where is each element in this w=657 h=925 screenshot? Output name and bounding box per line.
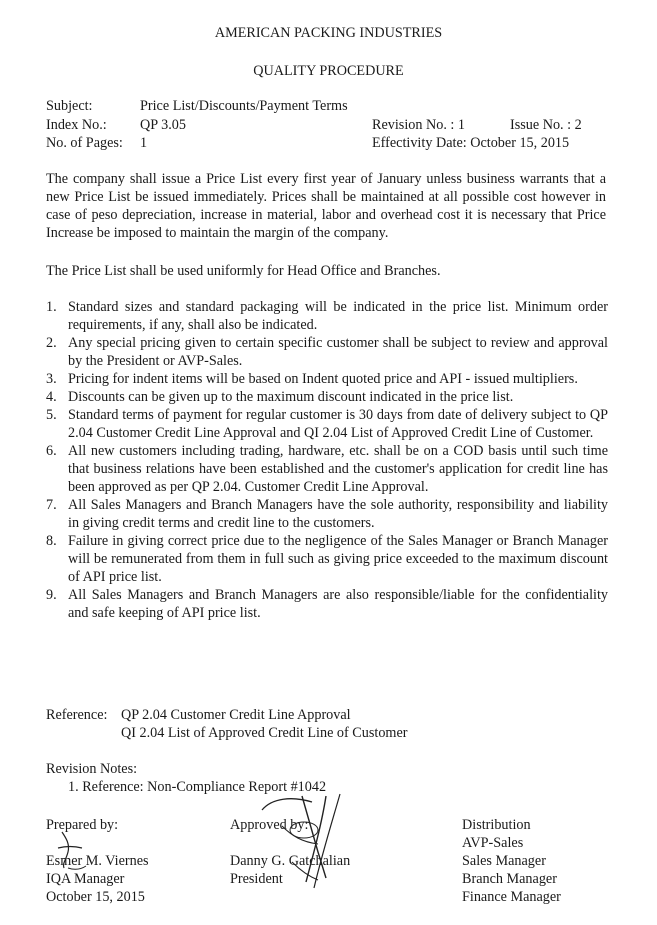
index-value: QP 3.05 <box>140 117 186 133</box>
intro-paragraph: The company shall issue a Price List every first year of January unless business warrants that a new Price List be issued immediately. Prices shall be maintained at all possible cost however in case of peso depreciation, increase in material, labor and overhead cost it is necessary that Price Increase be imposed to maintain the margin of the company. <box>46 171 606 241</box>
subject-value: Price List/Discounts/Payment Terms <box>140 98 348 114</box>
subject-label: Subject: <box>46 98 93 114</box>
revision-note-item: 1. Reference: Non-Compliance Report #1042 <box>68 779 327 795</box>
list-item: 2. Any special pricing given to certain specific customer shall be subject to review and approval by the President or AVP-Sales. <box>46 335 608 369</box>
list-item: 4. Discounts can be given up to the maximum discount indicated in the price list. <box>46 389 514 405</box>
pages-value: 1 <box>140 135 148 151</box>
distribution-item: Sales Manager <box>462 853 546 869</box>
revision-number: Revision No. : 1 <box>372 117 466 133</box>
distribution-item: AVP-Sales <box>462 835 524 851</box>
usage-paragraph: The Price List shall be used uniformly for Head Office and Branches. <box>46 263 441 279</box>
list-item: 8. Failure in giving correct price due to the negligence of the Sales Manager or Branch Manager will be remunerated from them in full such as giving price exceeded to the maximum discount of API price list. <box>46 533 608 585</box>
policy-list <box>46 298 608 622</box>
approver-name: Danny G. Gatchalian <box>230 853 351 869</box>
approved-by-label: Approved by: <box>230 817 309 833</box>
document-type: QUALITY PROCEDURE <box>253 63 404 79</box>
preparation-date: October 15, 2015 <box>46 889 145 905</box>
prepared-by-label: Prepared by: <box>46 817 119 833</box>
revision-notes-label: Revision Notes: <box>46 761 138 777</box>
reference-line-2: QI 2.04 List of Approved Credit Line of Customer <box>121 725 408 741</box>
list-item: 6. All new customers including trading, hardware, etc. shall be on a COD basis until such time that business relations have been established and the customer's application for credit line has been approved as per QP 2.04. Customer Credit Line Approval. <box>46 443 608 495</box>
distribution-item: Finance Manager <box>462 889 561 905</box>
company-name: AMERICAN PACKING INDUSTRIES <box>214 25 443 41</box>
reference-line-1: QP 2.04 Customer Credit Line Approval <box>121 707 351 723</box>
list-item: 1. Standard sizes and standard packaging will be indicated in the price list. Minimum order requirements, if any, shall also be indicated. <box>46 299 608 333</box>
approver-title: President <box>230 871 283 887</box>
issue-number: Issue No. : 2 <box>510 117 582 133</box>
reference-label: Reference: <box>46 707 108 723</box>
list-item: 9. All Sales Managers and Branch Managers are also responsible/liable for the confidentiality and safe keeping of API price list. <box>46 587 608 621</box>
distribution-label: Distribution <box>462 817 531 833</box>
preparer-name: Esmer M. Viernes <box>46 853 149 869</box>
pages-label: No. of Pages: <box>46 135 123 151</box>
distribution-item: Branch Manager <box>462 871 557 887</box>
index-label: Index No.: <box>46 117 107 133</box>
list-item: 3. Pricing for indent items will be based on Indent quoted price and API - issued multipliers. <box>46 371 578 387</box>
list-item: 7. All Sales Managers and Branch Managers have the sole authority, responsibility and liability in giving credit terms and credit line to the customers. <box>46 497 608 531</box>
effectivity-date: Effectivity Date: October 15, 2015 <box>372 135 570 151</box>
list-item: 5. Standard terms of payment for regular customer is 30 days from date of delivery subject to QP 2.04 Customer Credit Line Approval and QI 2.04 List of Approved Credit Line of Customer. <box>46 407 608 441</box>
preparer-title: IQA Manager <box>46 871 125 887</box>
